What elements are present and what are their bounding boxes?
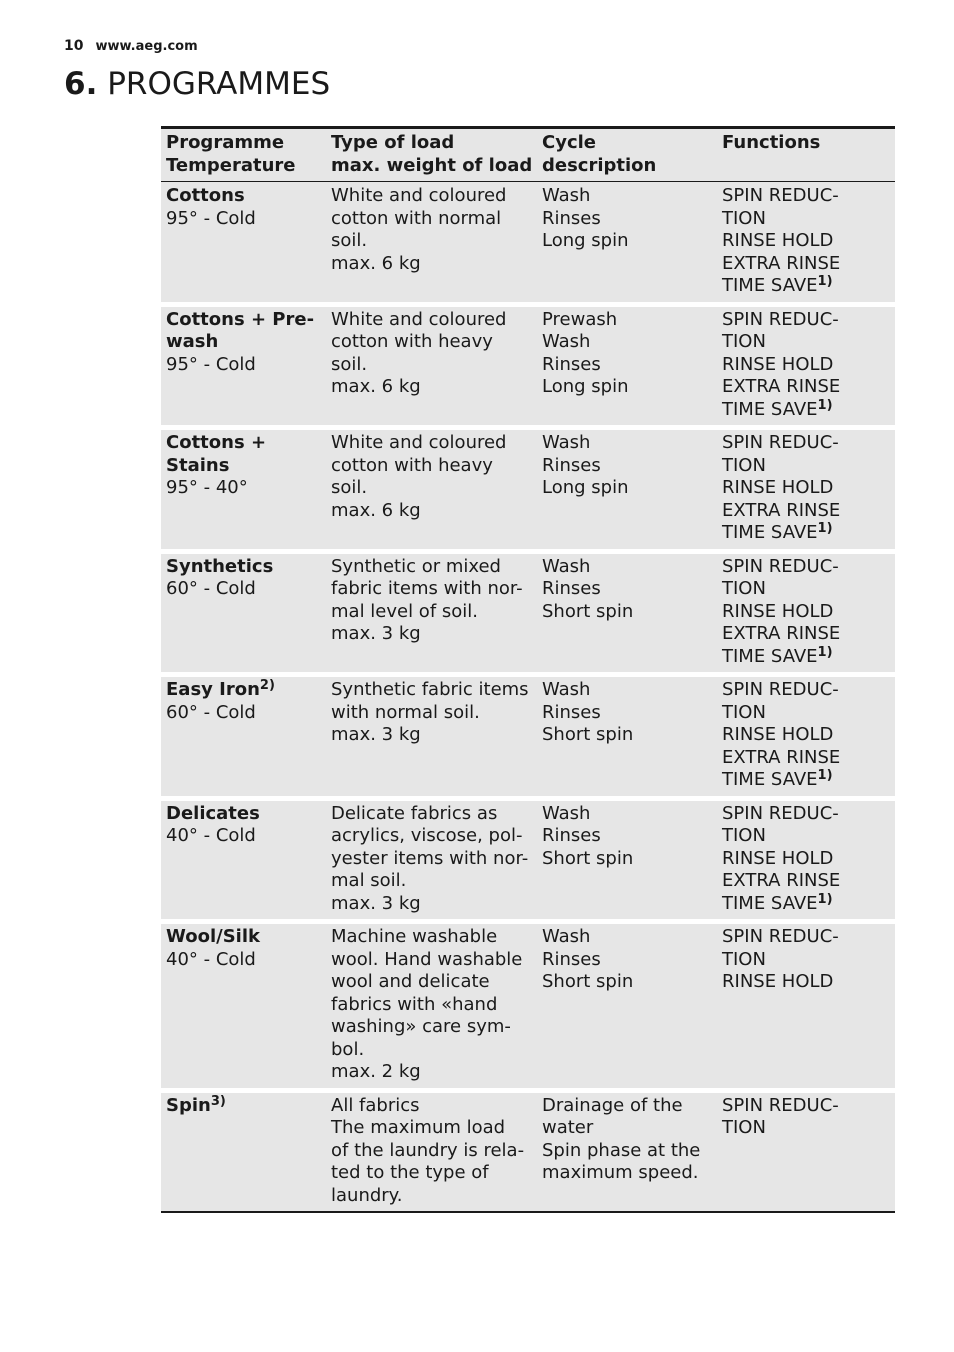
function-line: EXTRA RINSE	[722, 252, 841, 274]
functions-cell	[717, 551, 895, 675]
header-load	[326, 128, 537, 182]
function-line: TION	[722, 454, 766, 476]
cycle-line: Prewash	[542, 308, 618, 330]
cycle-line: Rinses	[542, 207, 601, 229]
section-title-text: PROGRAMMES	[107, 66, 331, 102]
header-programme	[161, 128, 326, 182]
programme-name: Easy Iron$^{2)}$	[166, 678, 275, 700]
load-cell	[326, 428, 537, 552]
function-line: SPIN REDUC-	[722, 185, 839, 206]
function-line: TION	[722, 207, 766, 229]
function-line: RINSE HOLD	[722, 600, 834, 622]
function-line: TION	[722, 948, 766, 970]
cycle-line: Long spin	[542, 477, 629, 498]
load-line: soil.	[331, 230, 368, 251]
cycle-cell	[537, 922, 717, 1091]
load-line: wool. Hand washable	[331, 948, 523, 970]
header-line: Programme	[166, 132, 285, 153]
load-line: yester items with nor-	[331, 847, 529, 869]
functions-cell	[717, 675, 895, 799]
footnote-marker: 2)	[259, 678, 275, 693]
programme-name: Stains	[166, 454, 230, 476]
function-line: RINSE HOLD	[722, 477, 834, 498]
programme-cell	[161, 675, 326, 799]
function-line: TION	[722, 825, 766, 846]
load-line: ted to the type of	[331, 1162, 489, 1183]
table-row	[161, 551, 895, 675]
function-line: SPIN REDUC-	[722, 308, 839, 330]
function-line: RINSE HOLD	[722, 724, 834, 745]
function-line: TION	[722, 331, 766, 352]
cycle-line: Wash	[542, 185, 591, 206]
programme-cell	[161, 304, 326, 428]
load-line: mal soil.	[331, 870, 407, 891]
cycle-cell	[537, 304, 717, 428]
load-line: cotton with heavy	[331, 454, 493, 476]
load-cell	[326, 1090, 537, 1212]
cycle-cell	[537, 1090, 717, 1212]
programme-cell	[161, 922, 326, 1091]
table-row	[161, 1090, 895, 1212]
load-cell	[326, 551, 537, 675]
table-row	[161, 798, 895, 922]
page-header	[64, 38, 198, 54]
cycle-line: water	[542, 1117, 594, 1138]
load-line: Machine washable	[331, 926, 498, 947]
function-line: SPIN REDUC-	[722, 432, 839, 453]
function-line: EXTRA RINSE	[722, 499, 841, 521]
function-line: SPIN REDUC-	[722, 926, 839, 947]
functions-cell	[717, 922, 895, 1091]
function-line: EXTRA RINSE	[722, 623, 841, 644]
load-line: max. 6 kg	[331, 376, 421, 397]
programme-temperature: 40° - Cold	[166, 825, 256, 846]
cycle-cell	[537, 428, 717, 552]
function-line: SPIN REDUC-	[722, 555, 839, 577]
footnote-marker: 1)	[817, 521, 833, 536]
cycle-line: Rinses	[542, 353, 601, 375]
load-line: laundry.	[331, 1184, 403, 1206]
table-body	[161, 182, 895, 1213]
load-line: with normal soil.	[331, 701, 480, 723]
programme-name: wash	[166, 331, 219, 352]
load-cell	[326, 922, 537, 1091]
programme-temperature: 95° - Cold	[166, 353, 256, 375]
cycle-line: Rinses	[542, 948, 601, 970]
header-line: Functions	[722, 132, 821, 153]
load-line: White and coloured	[331, 185, 507, 206]
load-line: fabrics with «hand	[331, 993, 498, 1015]
table-row	[161, 675, 895, 799]
cycle-line: Wash	[542, 802, 591, 824]
cycle-line: Wash	[542, 432, 591, 453]
header-line: description	[542, 154, 657, 176]
programme-name: Spin$^{3)}$	[166, 1093, 226, 1116]
function-line: SPIN REDUC-	[722, 679, 839, 700]
header-functions	[717, 128, 895, 182]
functions-cell	[717, 798, 895, 922]
programme-temperature: 95° - 40°	[166, 477, 248, 498]
programme-temperature: 40° - Cold	[166, 948, 256, 970]
functions-cell	[717, 304, 895, 428]
function-line: TION	[722, 1117, 766, 1138]
cycle-line: Wash	[542, 926, 591, 947]
programme-name: Synthetics	[166, 555, 274, 577]
function-line: EXTRA RINSE	[722, 870, 841, 891]
cycle-line: Long spin	[542, 230, 629, 251]
cycle-cell	[537, 182, 717, 305]
load-line: of the laundry is rela-	[331, 1139, 525, 1161]
footnote-marker: 1)	[817, 397, 833, 413]
cycle-cell	[537, 798, 717, 922]
functions-cell	[717, 182, 895, 305]
table-row	[161, 922, 895, 1091]
function-line: TIME SAVE$^{1)}$	[722, 891, 833, 914]
load-line: soil.	[331, 477, 368, 498]
cycle-line: Wash	[542, 679, 591, 700]
function-line: TIME SAVE$^{1)}$	[722, 644, 833, 667]
cycle-line: Short spin	[542, 971, 634, 992]
function-line: EXTRA RINSE	[722, 746, 841, 768]
section-title	[64, 66, 330, 102]
cycle-cell	[537, 551, 717, 675]
load-cell	[326, 182, 537, 305]
programme-temperature: 60° - Cold	[166, 701, 256, 723]
load-line: max. 6 kg	[331, 499, 421, 521]
function-line: TIME SAVE$^{1)}$	[722, 397, 833, 420]
programme-cell	[161, 551, 326, 675]
table-row	[161, 428, 895, 552]
load-line: All fabrics	[331, 1094, 420, 1116]
load-line: mal level of soil.	[331, 600, 478, 622]
programme-name: Wool/Silk	[166, 926, 260, 947]
cycle-line: Drainage of the	[542, 1094, 683, 1116]
load-line: max. 3 kg	[331, 892, 421, 914]
function-line: TIME SAVE$^{1)}$	[722, 274, 833, 296]
load-line: White and coloured	[331, 432, 507, 453]
programme-name: Cottons +	[166, 432, 267, 453]
cycle-line: Long spin	[542, 376, 629, 397]
load-line: Synthetic fabric items	[331, 679, 529, 700]
cycle-line: Short spin	[542, 724, 634, 745]
function-line: TIME SAVE$^{1)}$	[722, 768, 833, 790]
load-line: bol.	[331, 1038, 365, 1060]
function-line: RINSE HOLD	[722, 230, 834, 251]
programme-temperature: 60° - Cold	[166, 578, 256, 599]
cycle-line: Short spin	[542, 847, 634, 869]
programme-cell	[161, 182, 326, 305]
programmes-table	[161, 126, 895, 1213]
load-cell	[326, 675, 537, 799]
footnote-marker: 3)	[210, 1093, 226, 1109]
cycle-line: Wash	[542, 331, 591, 352]
header-cycle	[537, 128, 717, 182]
functions-cell	[717, 1090, 895, 1212]
load-line: Synthetic or mixed	[331, 555, 501, 577]
cycle-line: Wash	[542, 555, 591, 577]
load-line: Delicate fabrics as	[331, 802, 498, 824]
load-cell	[326, 798, 537, 922]
header-line: Cycle	[542, 132, 596, 153]
table-row	[161, 182, 895, 305]
cycle-line: Rinses	[542, 701, 601, 723]
cycle-line: maximum speed.	[542, 1162, 699, 1183]
programme-cell	[161, 798, 326, 922]
load-line: fabric items with nor-	[331, 578, 523, 599]
function-line: SPIN REDUC-	[722, 1094, 839, 1116]
function-line: TIME SAVE$^{1)}$	[722, 521, 833, 543]
function-line: RINSE HOLD	[722, 847, 834, 869]
table-header-row	[161, 128, 895, 182]
function-line: TION	[722, 701, 766, 723]
function-line: EXTRA RINSE	[722, 376, 841, 397]
page-number: 10	[64, 38, 84, 54]
cycle-line: Rinses	[542, 825, 601, 846]
programme-name: Cottons + Pre-	[166, 308, 315, 330]
programme-temperature: 95° - Cold	[166, 207, 256, 229]
cycle-line: Rinses	[542, 454, 601, 476]
section-number: 6.	[64, 66, 98, 102]
function-line: SPIN REDUC-	[722, 802, 839, 824]
load-line: max. 6 kg	[331, 252, 421, 274]
load-line: acrylics, viscose, pol-	[331, 825, 523, 846]
footnote-marker: 1)	[817, 644, 833, 660]
programme-name: Cottons	[166, 185, 245, 206]
programme-cell	[161, 1090, 326, 1212]
cycle-line: Short spin	[542, 600, 634, 622]
header-line: Temperature	[166, 154, 296, 176]
load-line: cotton with heavy	[331, 331, 493, 352]
cycle-cell	[537, 675, 717, 799]
footnote-marker: 1)	[817, 768, 833, 783]
load-line: max. 3 kg	[331, 623, 421, 644]
footnote-marker: 1)	[817, 891, 833, 907]
function-line: TION	[722, 578, 766, 599]
header-url: www.aeg.com	[95, 39, 198, 54]
cycle-line: Spin phase at the	[542, 1139, 701, 1161]
cycle-line: Rinses	[542, 578, 601, 599]
programme-name: Delicates	[166, 802, 260, 824]
load-line: soil.	[331, 353, 368, 375]
load-line: washing» care sym-	[331, 1016, 511, 1037]
footnote-marker: 1)	[817, 274, 833, 289]
functions-cell	[717, 428, 895, 552]
programme-cell	[161, 428, 326, 552]
load-line: max. 3 kg	[331, 724, 421, 745]
load-line: wool and delicate	[331, 971, 490, 992]
load-line: White and coloured	[331, 308, 507, 330]
header-line: Type of load	[331, 132, 455, 153]
table-row	[161, 304, 895, 428]
load-line: The maximum load	[331, 1117, 506, 1138]
load-cell	[326, 304, 537, 428]
header-line: max. weight of load	[331, 154, 533, 176]
load-line: cotton with normal	[331, 207, 502, 229]
function-line: RINSE HOLD	[722, 971, 834, 992]
function-line: RINSE HOLD	[722, 353, 834, 375]
load-line: max. 2 kg	[331, 1061, 421, 1082]
